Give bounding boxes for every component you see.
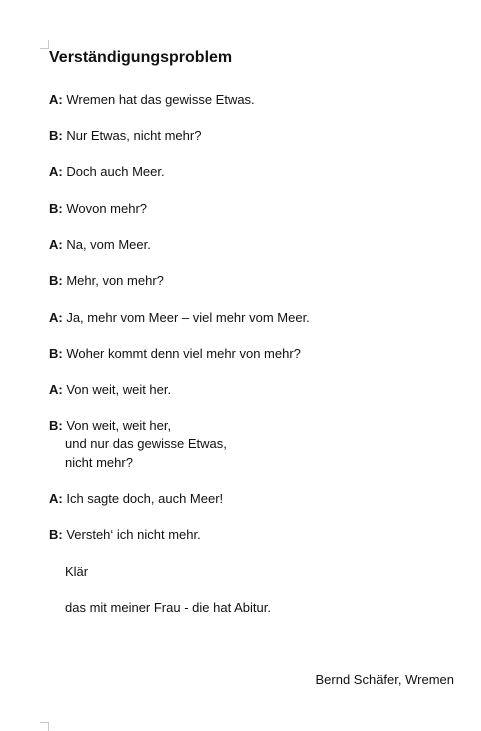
dialogue-text: Nur Etwas, nicht mehr? <box>62 128 202 143</box>
speaker-label: B: <box>49 128 63 143</box>
dialogue-line <box>49 309 310 327</box>
dialogue-line <box>49 236 151 254</box>
speaker-label: B: <box>49 201 63 216</box>
closing-line: Klär <box>65 564 89 579</box>
dialogue-line <box>49 381 171 399</box>
dialogue-line <box>49 490 223 508</box>
dialogue-continuation: und nur das gewisse Etwas, <box>65 436 227 451</box>
speaker-label: B: <box>49 273 63 288</box>
signature: Bernd Schäfer, Wremen <box>315 672 454 687</box>
document-title: Verständigungsproblem <box>49 49 233 66</box>
speaker-label: B: <box>49 527 63 542</box>
dialogue-text: Ja, mehr vom Meer – viel mehr vom Meer. <box>62 310 310 325</box>
dialogue-line <box>49 345 301 363</box>
dialogue-text: Wremen hat das gewisse Etwas. <box>62 92 255 107</box>
speaker-label: A: <box>49 491 63 506</box>
dialogue-text: Woher kommt denn viel mehr von mehr? <box>62 346 301 361</box>
speaker-label: B: <box>49 418 63 433</box>
dialogue-line <box>49 163 165 181</box>
dialogue-text: Doch auch Meer. <box>62 164 165 179</box>
speaker-label: A: <box>49 92 63 107</box>
dialogue-line <box>49 200 147 218</box>
dialogue-text: Versteh‘ ich nicht mehr. <box>62 527 201 542</box>
dialogue-text: Mehr, von mehr? <box>62 273 164 288</box>
dialogue-text: Von weit, weit her, <box>62 418 172 433</box>
speaker-label: A: <box>49 310 63 325</box>
dialogue-text: Von weit, weit her. <box>62 382 172 397</box>
closing-line: das mit meiner Frau - die hat Abitur. <box>65 600 271 615</box>
speaker-label: A: <box>49 382 63 397</box>
dialogue-text: Ich sagte doch, auch Meer! <box>62 491 224 506</box>
dialogue-line <box>49 526 201 544</box>
speaker-label: B: <box>49 346 63 361</box>
dialogue-line <box>49 272 164 290</box>
speaker-label: A: <box>49 237 63 252</box>
dialogue-text: Na, vom Meer. <box>62 237 151 252</box>
dialogue-text: Wovon mehr? <box>62 201 148 216</box>
dialogue-continuation: nicht mehr? <box>65 455 133 470</box>
page-corner-mark-top <box>40 40 49 49</box>
dialogue-line <box>49 91 255 109</box>
dialogue-line <box>49 417 171 435</box>
dialogue-line <box>49 127 201 145</box>
speaker-label: A: <box>49 164 63 179</box>
